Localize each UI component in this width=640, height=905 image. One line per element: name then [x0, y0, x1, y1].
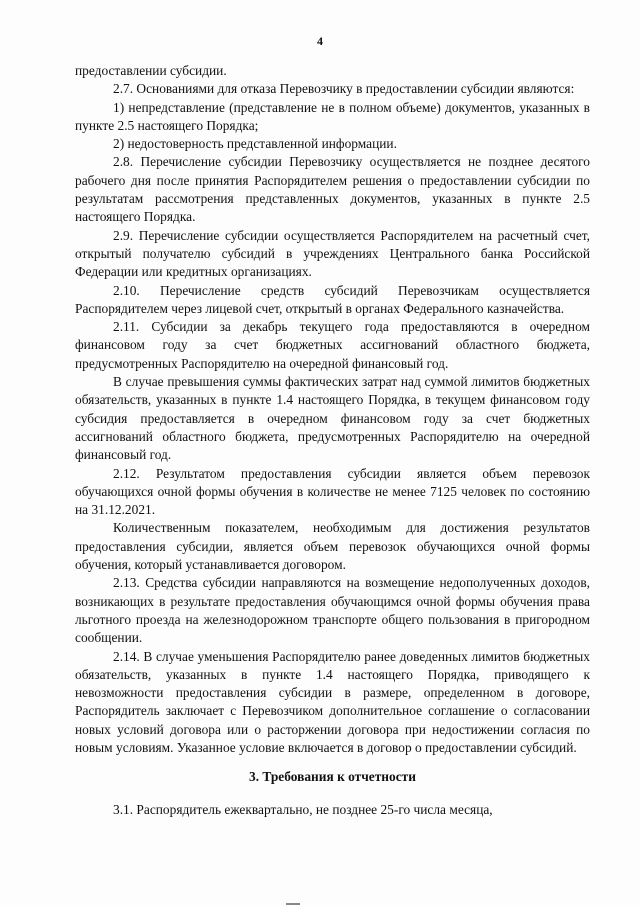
paragraph-2-11: 2.11. Субсидии за декабрь текущего года предоставляются в очередном финансовом году за счет бюджетных ассигнований областного бюджета, предусмотренных Распорядителю на очередной финансовый год.	[75, 319, 590, 371]
paragraph-3-1: 3.1. Распорядитель ежеквартально, не позднее 25-го числа месяца,	[113, 801, 493, 817]
paragraph-2-12-indicator: Количественным показателем, необходимым для достижения результатов предоставления субсидии, является объем перевозок обучающихся очной формы обучения, который устанавливается договором.	[75, 520, 590, 573]
paragraph-2-7-item-1: 1) непредставление (представление не в полном объеме) документов, указанных в пункте 2.5 настоящего Порядка;	[75, 99, 590, 133]
paragraph-2-12: 2.12. Результатом предоставления субсидии является объем перевозок обучающихся очной формы обучения в количестве не менее 7125 человек по состоянию на 31.12.2021.	[75, 465, 590, 518]
paragraph-2-10: 2.10. Перечисление средств субсидий Перевозчикам осуществляется Распорядителем через лицевой счет, открытый в органах Федерального казначейства.	[75, 282, 590, 316]
paragraph-2-11-excess: В случае превышения суммы фактических затрат над суммой лимитов бюджетных обязательств, указанных в пункте 1.4 настоящего Порядка, в текущем финансовом году субсидия предоставляется в очередном финансовом году за счет бюджетных ассигнований областного бюджета, предусмотренных Распорядителю на очередной финансовый год.	[75, 374, 590, 463]
section-heading: 3. Требования к отчетности	[249, 769, 416, 785]
paragraph-2-14: 2.14. В случае уменьшения Распорядителю ранее доведенных лимитов бюджетных обязательств, указанных в пункте 1.4 настоящего Порядка, приводящего к невозможности предоставления субсидии в размере, определенном в договоре, Распорядитель заключает с Перевозчиком дополнительное соглашение о согласовании новых условий договора или о расторжении договора при недостижении согласия по новым условиям. Указанное условие включается в договор о предоставлении субсидий.	[75, 648, 590, 755]
paragraph-continuation: предоставлении субсидии.	[75, 63, 227, 78]
paragraph-2-8: 2.8. Перечисление субсидии Перевозчику осуществляется не позднее десятого рабочего дня после принятия Распорядителем решения о предоставлении субсидии по результатам рассмотрения представленных документов, указанных в пункте 2.5 настоящего Порядка.	[75, 154, 590, 225]
paragraph-2-7-item-2: 2) недостоверность представленной информации.	[113, 136, 397, 152]
paragraph-2-13: 2.13. Средства субсидии направляются на возмещение недополученных доходов, возникающих в результате предоставления обучающимся очной формы обучения права льготного проезда на железнодорожном транспорте общего пользования в пригородном сообщении.	[75, 575, 590, 646]
paragraph-2-9: 2.9. Перечисление субсидии осуществляется Распорядителем на расчетный счет, открытый получателю субсидий в учреждениях Центрального банка Российской Федерации или кредитных организациях.	[75, 227, 590, 280]
document-body	[75, 62, 590, 819]
page-number: 4	[317, 34, 323, 48]
paragraph-2-7: 2.7. Основаниями для отказа Перевозчику в предоставлении субсидии являются:	[113, 81, 575, 97]
